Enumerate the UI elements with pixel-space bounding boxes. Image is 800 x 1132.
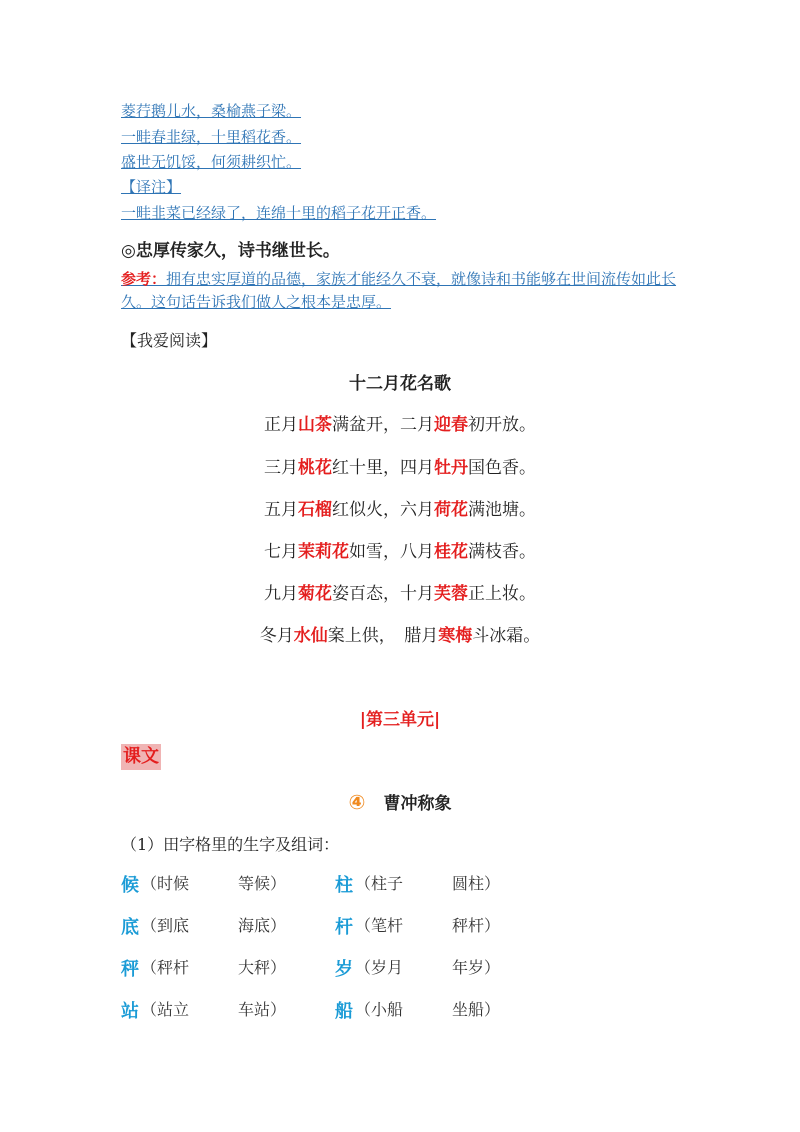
vocab-char: 秤 bbox=[121, 959, 139, 980]
vocab-word: 海底） bbox=[238, 916, 287, 935]
flower-song-line bbox=[0, 579, 800, 604]
poem-line-2[interactable]: 一畦春韭绿，十里稻花香。 bbox=[121, 128, 302, 146]
vocab-word: （笔杆 bbox=[355, 916, 404, 935]
poem-line-1[interactable]: 菱荇鹅儿水，桑榆燕子梁。 bbox=[121, 102, 302, 120]
vocab-word: （站立 bbox=[141, 1000, 190, 1019]
vocab-row bbox=[121, 871, 681, 897]
line-text: 斗冰霜。 bbox=[472, 626, 541, 646]
annotation-label[interactable]: 【译注】 bbox=[121, 178, 182, 196]
line-text: 满池塘。 bbox=[468, 500, 536, 520]
flower-name: 迎春 bbox=[434, 415, 468, 435]
line-text: 满盆开，二月 bbox=[332, 415, 434, 435]
vocab-word: 秤杆） bbox=[452, 916, 501, 935]
vocab-char: 柱 bbox=[335, 875, 353, 896]
line-text: 姿百态，十月 bbox=[332, 584, 434, 604]
kewen-label: 课文 bbox=[121, 744, 161, 770]
vocab-word: 圆柱） bbox=[452, 874, 501, 893]
vocab-word: （柱子 bbox=[355, 874, 404, 893]
flower-name: 牡丹 bbox=[434, 458, 468, 478]
proverb-heading: ◎忠厚传家久，诗书继世长。 bbox=[121, 241, 340, 261]
line-text: 国色香。 bbox=[468, 458, 536, 478]
vocab-char: 船 bbox=[335, 1001, 353, 1022]
vocab-word: （时候 bbox=[141, 874, 190, 893]
line-text: 五月 bbox=[264, 500, 298, 520]
annotation-text[interactable]: 一畦韭菜已经绿了，连绵十里的稻子花开正香。 bbox=[121, 204, 437, 222]
line-text: 红十里，四月 bbox=[332, 458, 434, 478]
line-text: 冬月 bbox=[259, 626, 294, 646]
flower-name: 石榴 bbox=[298, 500, 332, 520]
vocab-word: （到底 bbox=[141, 916, 190, 935]
vocab-word: 坐船） bbox=[452, 1000, 501, 1019]
line-text: 如雪，八月 bbox=[349, 542, 434, 562]
line-text: 七月 bbox=[264, 542, 298, 562]
line-text: 初开放。 bbox=[468, 415, 536, 435]
flower-name: 桃花 bbox=[298, 458, 332, 478]
flower-song-title: 十二月花名歌 bbox=[349, 374, 451, 394]
vocab-word: 大秤） bbox=[238, 958, 287, 977]
vocab-char: 底 bbox=[121, 917, 139, 938]
line-text: 满枝香。 bbox=[468, 542, 536, 562]
vocab-row bbox=[121, 997, 681, 1023]
line-text: 九月 bbox=[264, 584, 298, 604]
vocab-instruction: （1）田字格里的生字及组词： bbox=[121, 835, 340, 854]
line-text: 正上妆。 bbox=[468, 584, 536, 604]
flower-name: 茉莉花 bbox=[298, 542, 349, 562]
lesson-title bbox=[0, 789, 800, 814]
reference-text: 拥有忠实厚道的品德，家族才能经久不衰，就像诗和书能够在世间流传如此长久。这句话告诉我们做人之根本是忠厚。 bbox=[121, 270, 677, 311]
flower-name: 寒梅 bbox=[438, 626, 473, 646]
line-text: 正月 bbox=[264, 415, 298, 435]
vocab-word: （秤杆 bbox=[141, 958, 190, 977]
reading-section-title: 【我爱阅读】 bbox=[121, 331, 218, 350]
vocab-word: （小船 bbox=[355, 1000, 404, 1019]
flower-song-line bbox=[0, 537, 800, 562]
poem-line-3[interactable]: 盛世无饥馁，何须耕织忙。 bbox=[121, 153, 302, 171]
flower-name: 水仙 bbox=[293, 626, 328, 646]
flower-name: 菊花 bbox=[298, 584, 332, 604]
reference-paragraph[interactable] bbox=[121, 268, 681, 314]
flower-song-line bbox=[0, 453, 800, 478]
vocab-row bbox=[121, 955, 681, 981]
vocab-word: 等候） bbox=[238, 874, 287, 893]
vocab-char: 站 bbox=[121, 1001, 139, 1022]
reference-label: 参考： bbox=[121, 270, 167, 288]
flower-song-line bbox=[0, 495, 800, 520]
flower-name: 芙蓉 bbox=[434, 584, 468, 604]
line-text: 三月 bbox=[264, 458, 298, 478]
flower-name: 荷花 bbox=[434, 500, 468, 520]
line-text: 红似火，六月 bbox=[332, 500, 434, 520]
lesson-number-icon: ④ bbox=[348, 790, 366, 814]
vocab-word: 车站） bbox=[238, 1000, 287, 1019]
flower-song-line bbox=[0, 621, 800, 646]
vocab-char: 杆 bbox=[335, 917, 353, 938]
flower-song-line bbox=[0, 410, 800, 435]
vocab-row bbox=[121, 913, 681, 939]
flower-name: 桂花 bbox=[434, 542, 468, 562]
vocab-word: 年岁） bbox=[452, 958, 501, 977]
lesson-title-text: 曹冲称象 bbox=[383, 794, 452, 814]
unit-title: |第三单元| bbox=[359, 710, 441, 730]
vocab-word: （岁月 bbox=[355, 958, 404, 977]
vocab-char: 岁 bbox=[335, 959, 353, 980]
line-text: 案上供， 腊月 bbox=[327, 626, 439, 646]
flower-name: 山茶 bbox=[298, 415, 332, 435]
vocab-char: 候 bbox=[121, 875, 139, 896]
